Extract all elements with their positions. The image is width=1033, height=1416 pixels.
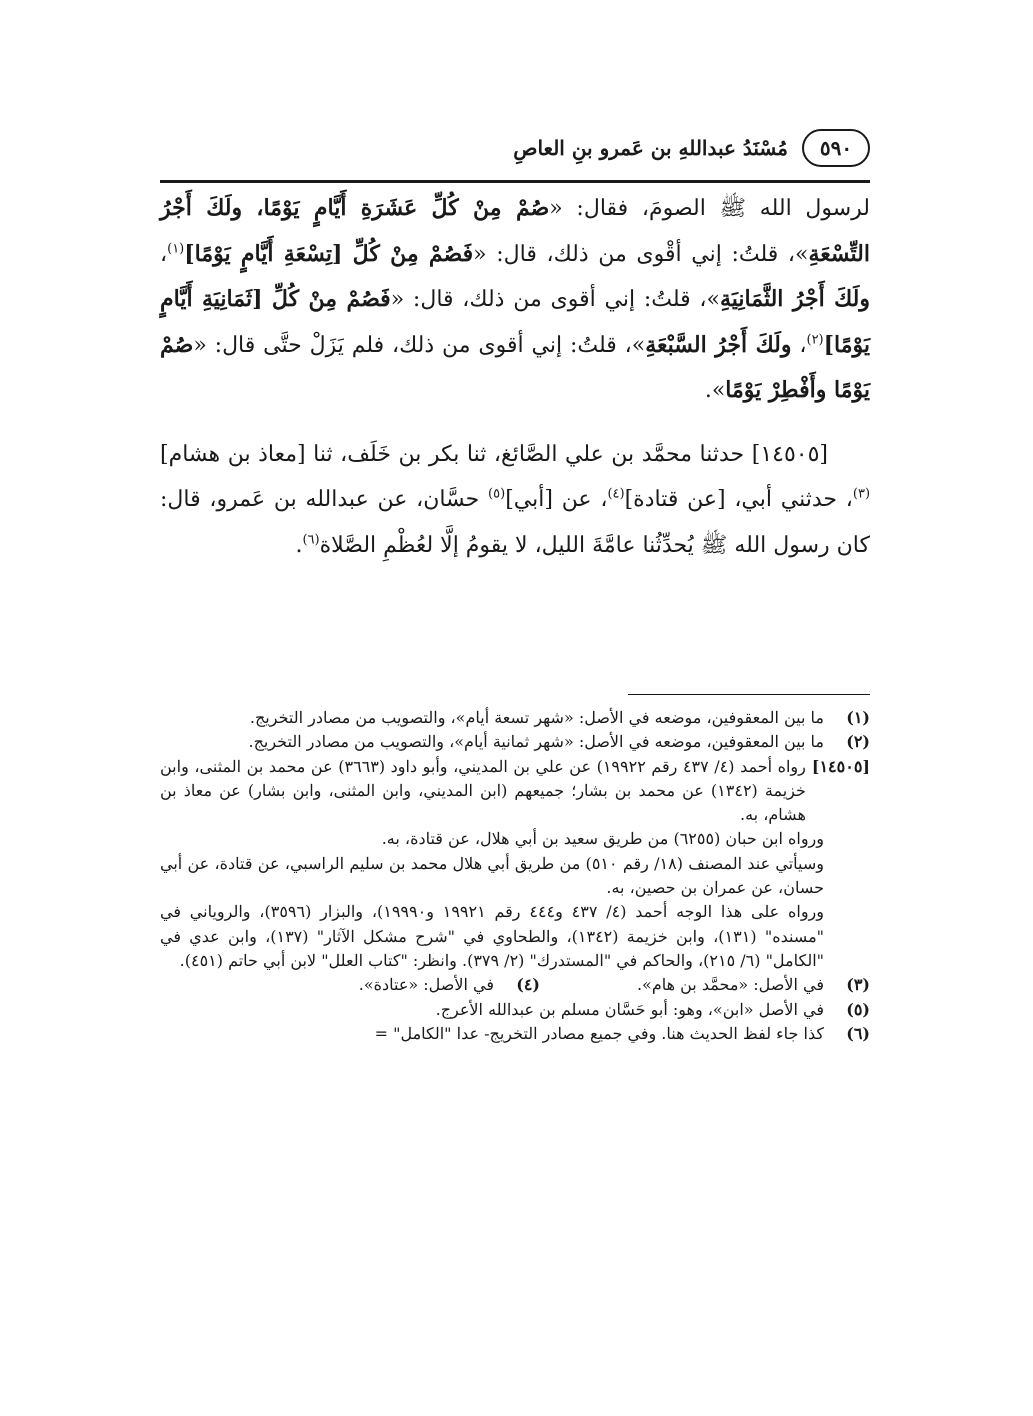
takhrij-text: وسيأتي عند المصنف (١٨/ رقم ٥١٠) من طريق أبي هلال محمد بن سليم الراسبي، عن قتادة، عن أبي حسان، عن عمران بن حصين، به. [160,853,825,898]
footnote-6 [160,1022,870,1046]
page-header [160,120,870,176]
text-run: [١٤٥٠٥] حدثنا محمَّد بن علي الصَّائغ، ثنا بكر بن خَلَف، ثنا [معاذ بن هشام] [160,441,828,467]
footnote-text: ما بين المعقوفين، موضعه في الأصل: «شهر ثمانية أيام»، والتصويب من مصادر التخريج. [248,732,824,752]
takhrij-first [160,755,870,828]
main-text [160,186,870,568]
takhrij-text: ورواه ابن حبان (٦٢٥٥) من طريق سعيد بن أبي هلال، عن قتادة، به. [381,829,824,849]
takhrij-text: رواه أحمد (٤/ ٤٣٧ رقم ١٩٩٢٢) عن علي بن المديني، وأبو داود (٣٦٦٣) عن محمد بن المثنى، وابن خزيمة (١٣٤٢) عن محمد بن بشار؛ جميعهم (ابن المديني، وابن المثنى، وابن بشار) عن معاذ بن هشام، به. [160,756,806,825]
header-rule [160,180,870,183]
footnote-ref-2[interactable]: (٢) [806,332,824,348]
footnote-text: كذا جاء لفظ الحديث هنا. وفي جميع مصادر التخريج- عدا "الكامل" = [374,1023,824,1043]
text-run: »، قلتُ: إني أقوى من ذلك، فلم يَزَلْ حتَّى قال: « [193,332,646,358]
text-run: »، قلتُ: إني أقوى من ذلك، قال: « [390,287,720,312]
text-run: . [295,532,303,558]
footnote-label: (٥) [846,999,870,1019]
text-run: لرسول الله ﷺ الصومَ، فقال: « [549,196,871,221]
footnote-label: (٦) [846,1023,870,1043]
text-run: ، عن [أبي] [505,487,608,512]
footnotes [160,706,870,1046]
footnote-label: (٣) [846,975,870,995]
footnote-text: ما بين المعقوفين، موضعه في الأصل: «شهر تسعة أيام»، والتصويب من مصادر التخريج. [249,708,824,727]
text-run: ، [160,241,168,267]
footnote-ref-5[interactable]: (٥) [488,486,506,502]
takhrij-note [160,755,870,974]
footnote-label: (٤) [516,975,540,995]
text-run: ، حدثني أبي، [عن قتادة] [624,487,853,512]
footnote-5 [160,998,870,1022]
prophetic-speech: فَصُمْ مِنْ كُلِّ [تِسْعَةِ أَيَّامٍ يَوْمًا] [184,240,474,267]
footnotes-3-4-row [160,973,870,997]
text-run: »، قلتُ: إني أقْوى من ذلك، قال: « [473,241,809,267]
hadith-14505-paragraph [160,432,870,569]
footnote-ref-1[interactable]: (١) [167,241,185,257]
footnote-text: في الأصل «ابن»، وهو: أبو حَسَّان مسلم بن عبدالله الأعرج. [435,999,824,1019]
running-title: مُسْنَدُ عبداللهِ بن عَمرو بنِ العاصِ [513,136,788,160]
footnote-ref-6[interactable]: (٦) [302,532,320,548]
footnote-ref-4[interactable]: (٤) [607,486,625,502]
footnote-2 [160,730,870,754]
footnote-3 [540,973,870,997]
text-run: حسَّان، عن عبدالله بن عَمرو، قال: كان رسول الله ﷺ يُحدِّثُنا عامَّةَ الليل، لا يقومُ إلَّا لعُظْمِ الصَّلاة [160,487,870,558]
prophetic-speech: ولَكَ أَجْرُ الثَّمَانِيَةِ [719,286,870,312]
takhrij-label: [١٤٥٠٥] [811,756,870,776]
footnote-ref-3[interactable]: (٣) [852,486,871,502]
prophetic-speech: صُمْ يَوْمًا وأَفْطِرْ يَوْمًا [160,331,870,403]
footnote-text: في الأصل: «عتادة». [358,975,494,995]
footnote-1 [160,706,870,730]
takhrij-text: ورواه على هذا الوجه أحمد (٤/ ٤٣٧ و٤٤٤ رقم ١٩٩٢١ و١٩٩٩٠)، والبزار (٣٥٩٦)، والروياني في "مسنده" (١٣١)، وابن خزيمة (١٣٤٢)، والطحاوي في "شرح مشكل الآثار" (١٣٧)، وابن عدي في "الكامل" (٦/ ٢١٥)، والحاكم في "المستدرك" (٢/ ٣٧٩). وانظر: "كتاب العلل" لابن أبي حاتم (٤٥١). [160,902,825,970]
page-number: ٥٩٠ [802,129,870,167]
text-run: ». [704,378,726,403]
prophetic-speech: فَصُمْ مِنْ كُلِّ [ثَمَانِيَةِ أَيَّامٍ يَوْمًا] [160,286,871,358]
footnote-label: (١) [846,708,870,727]
prophetic-speech: ولَكَ أَجْرُ السَّبْعَةِ [645,331,792,358]
footnote-4 [210,973,540,997]
prophetic-speech: صُمْ مِنْ كُلِّ عَشَرَةِ أَيَّامٍ يَوْمًا، ولَكَ أَجْرُ التِّسْعَةِ [160,195,870,267]
footnote-text: في الأصل: «محمَّد بن هام». [636,975,824,995]
text-run: ، [791,332,807,358]
footnote-label: (٢) [846,732,870,752]
footnote-separator [628,694,870,695]
hadith-continuation-paragraph [160,186,870,414]
